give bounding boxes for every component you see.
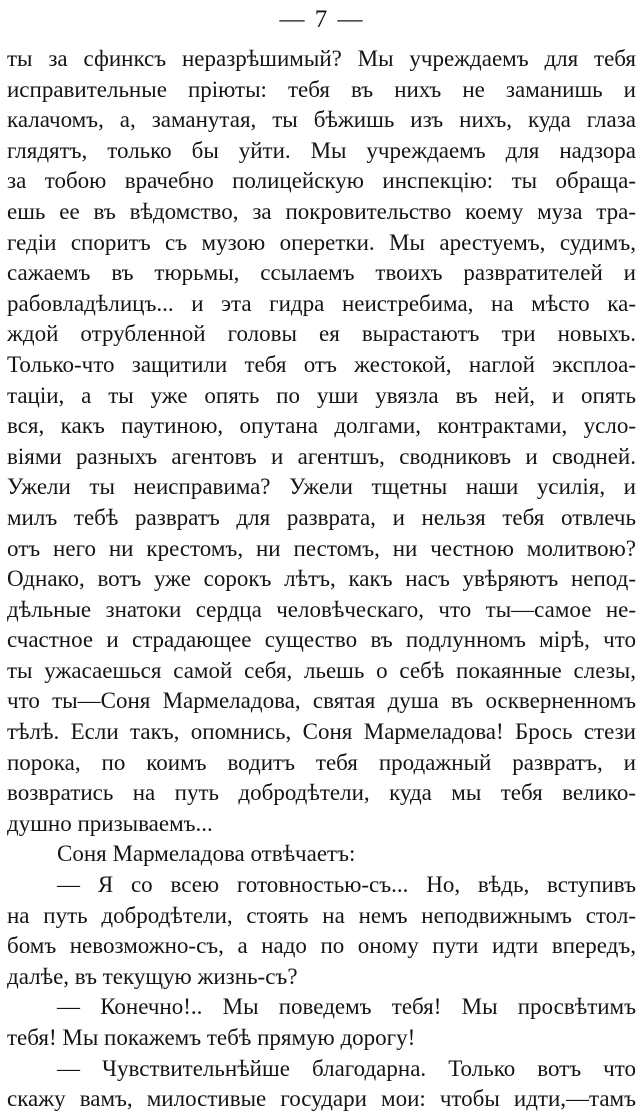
text-line: за тобою врачебно полицейскую инспекцію: ты обраща- — [7, 168, 636, 194]
text-line: віями разныхъ агентовъ и агентшъ, сводниковъ и сводней. — [7, 443, 636, 469]
text-line: дѣльные знатоки сердца человѣческаго, что ты—самое не- — [7, 596, 636, 622]
text-line: милъ тебѣ развратъ для разврата, и нельзя тебя отвлечь — [7, 504, 636, 530]
text-line: отъ него ни крестомъ, ни пестомъ, ни честною молитвою? — [7, 535, 636, 561]
text-line: таціи, а ты уже опять по уши увязла въ ней, и опять — [7, 382, 636, 408]
text-line: сажаемъ въ тюрьмы, ссылаемъ твоихъ развратителей и — [7, 260, 636, 286]
page-number: — 7 — — [279, 6, 365, 33]
text-line: — Я со всею готовностью-съ... Но, вѣдь, вступивъ — [57, 872, 636, 898]
text-line: тебя! Мы покажемъ тебѣ прямую дорогу! — [7, 1025, 416, 1050]
body-text — [7, 44, 636, 1115]
text-line: ешь ее въ вѣдомство, за покровительство коему муза тра- — [7, 198, 636, 224]
text-line: что ты—Соня Мармеладова, святая душа въ оскверненномъ — [7, 688, 636, 714]
text-line: ты ужасаешься самой себя, льешь о себѣ покаянные слезы, — [7, 657, 636, 683]
text-line: Только-что защитили тебя отъ жестокой, наглой эксплоа- — [7, 351, 636, 377]
text-line: душно призываемъ... — [7, 810, 213, 836]
text-line: порока, по коимъ водитъ тебя продажный развратъ, и — [7, 749, 636, 775]
text-line: рабовладѣлицъ... и эта гидра неистребима, на мѣсто ка- — [7, 290, 636, 316]
text-line: глядятъ, только бы уйти. Мы учреждаемъ для надзора — [7, 137, 636, 163]
text-line: — Чувствительнѣйше благодарна. Только вотъ что — [57, 1055, 636, 1081]
text-line: гедіи споритъ съ музою оперетки. Мы арестуемъ, судимъ, — [7, 229, 636, 255]
text-line: — Конечно!.. Мы поведемъ тебя! Мы просвѣтимъ — [57, 994, 636, 1020]
text-line: исправительные пріюты: тебя въ нихъ не заманишь и — [7, 76, 636, 102]
text-line: бомъ невозможно-съ, а надо по оному пути идти впередъ, — [7, 933, 636, 959]
text-line: скажу вамъ, милостивые государи мои: чтобы идти,—тамъ — [7, 1086, 636, 1112]
text-line: на путь добродѣтели, стоять на немъ неподвижнымъ стол- — [7, 902, 636, 928]
text-line: вся, какъ паутиною, опутана долгами, контрактами, усло- — [7, 413, 636, 439]
text-line: Соня Мармеладова отвѣчаетъ: — [57, 841, 356, 867]
text-line: тѣлѣ. Если такъ, опомнись, Соня Мармеладова! Брось стези — [7, 719, 636, 745]
text-line: калачомъ, а, заманутая, ты бѣжишь изъ нихъ, куда глаза — [7, 107, 636, 133]
text-line: Однако, вотъ уже сорокъ лѣтъ, какъ насъ увѣряютъ непод- — [7, 566, 636, 592]
text-line: ждой отрубленной головы ея вырастаютъ три новыхъ. — [7, 321, 636, 347]
text-line: счастное и страдающее существо въ подлунномъ мірѣ, что — [7, 627, 636, 653]
text-line: возвратись на путь добродѣтели, куда мы тебя велико- — [7, 780, 636, 806]
text-line: далѣе, въ текущую жизнь-съ? — [7, 963, 298, 989]
text-line: Ужели ты неисправима? Ужели тщетны наши усилія, и — [7, 474, 636, 500]
text-line: ты за сфинксъ неразрѣшимый? Мы учреждаемъ для тебя — [7, 46, 636, 71]
